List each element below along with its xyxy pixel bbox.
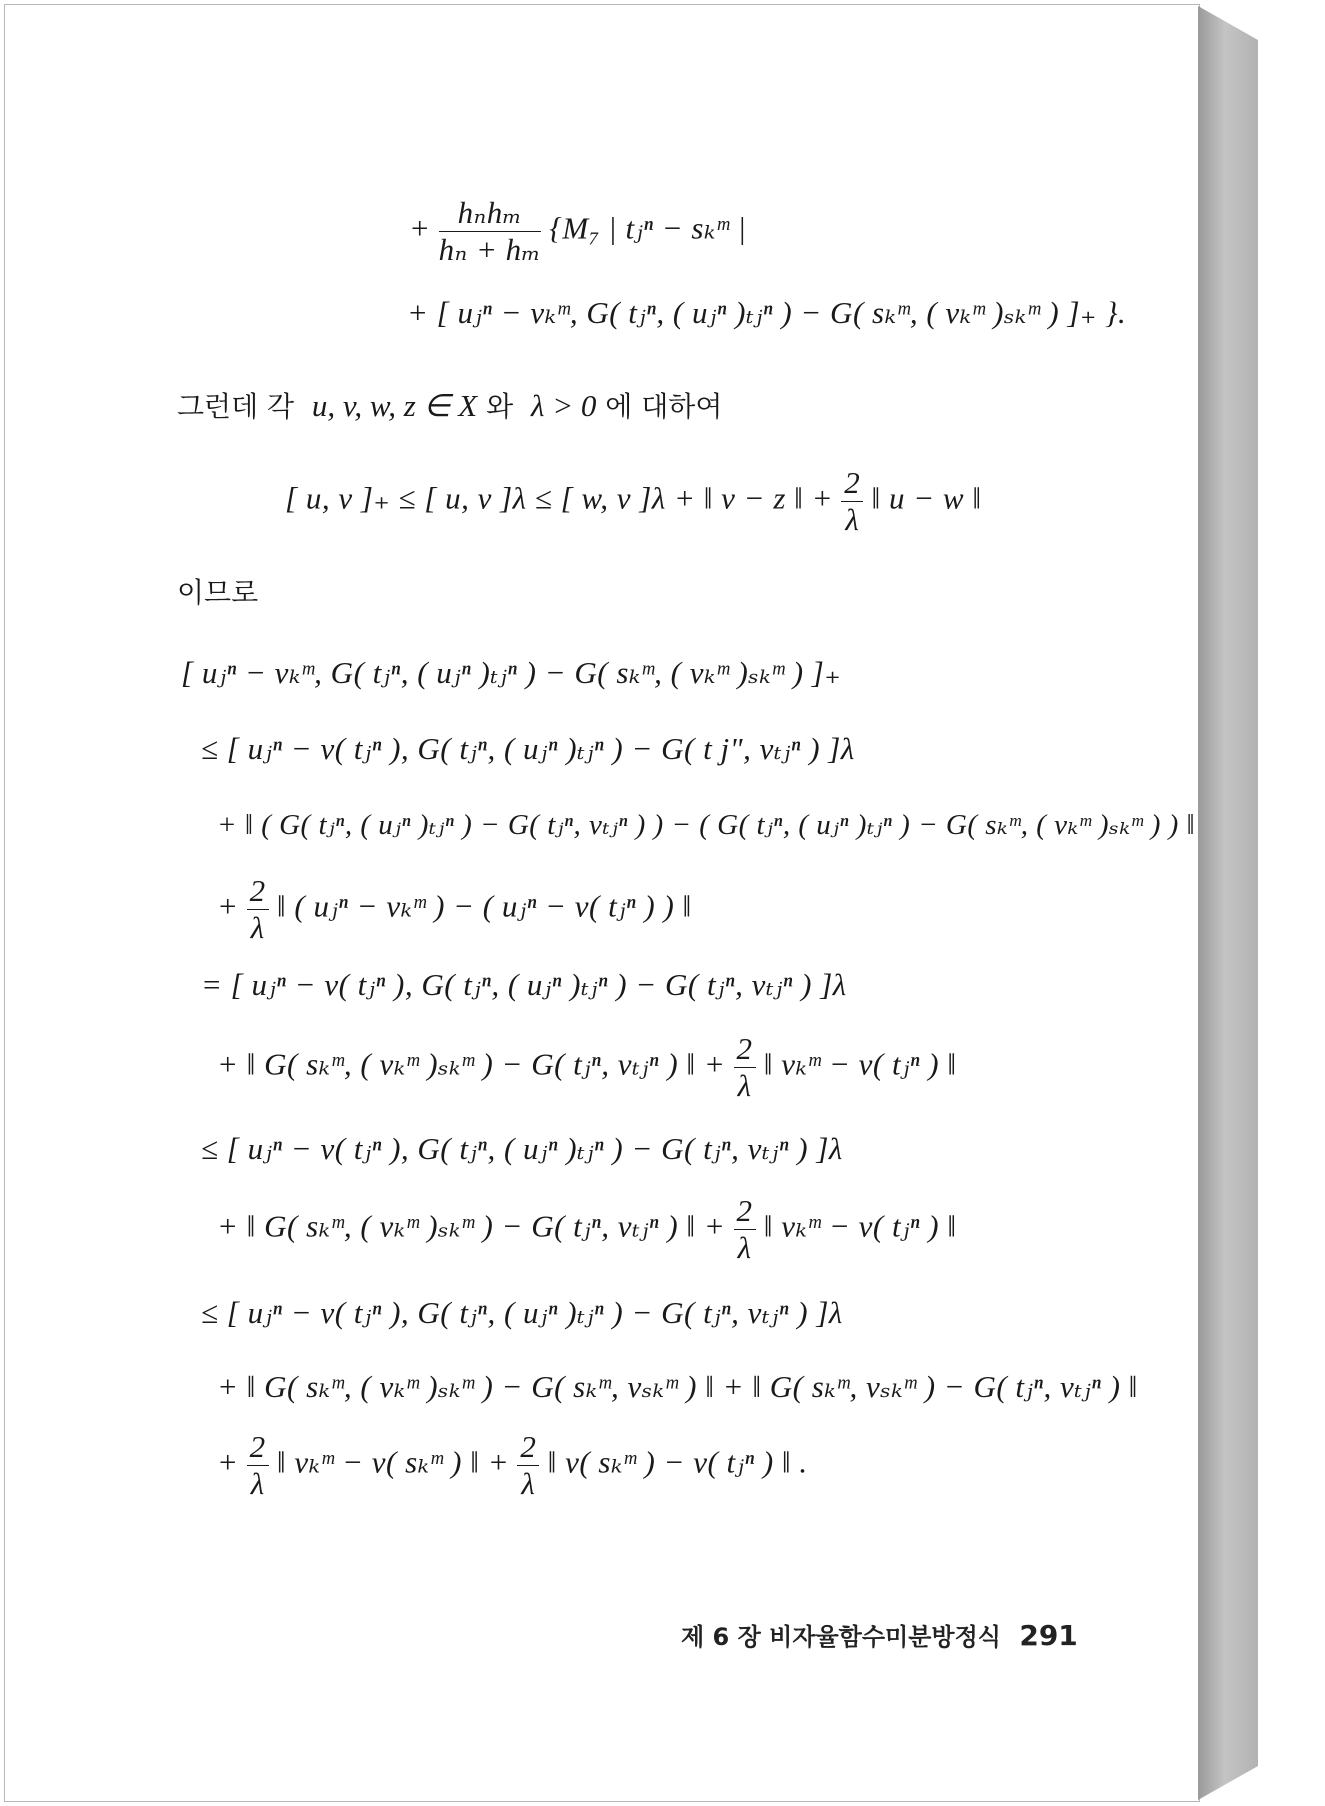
equation-term: ‖ vₖᵐ − v( sₖᵐ ) ‖ + <box>276 1444 510 1480</box>
fraction-denominator: λ <box>521 1465 536 1501</box>
chain-line-4 <box>217 873 692 945</box>
fraction-denominator: λ <box>737 1067 752 1103</box>
fraction-two-over-lambda <box>517 1429 539 1501</box>
fraction-denominator: λ <box>250 909 265 945</box>
korean-text: 와 <box>486 390 514 423</box>
fraction-numerator: 2 <box>247 873 269 910</box>
book-page <box>4 4 1200 1802</box>
fraction-numerator: 2 <box>247 1429 269 1466</box>
equation-term: ‖ v( sₖᵐ ) − v( tⱼⁿ ) ‖ . <box>547 1444 808 1480</box>
fraction-two-over-lambda <box>734 1193 756 1265</box>
fraction-numerator: 2 <box>841 465 863 502</box>
fraction-two-over-lambda <box>247 1429 269 1501</box>
korean-text: 에 대하여 <box>605 390 723 423</box>
variable-list: u, v, w, z ∈ X <box>311 388 478 423</box>
equation-term: ‖ vₖᵐ − v( tⱼⁿ ) ‖ <box>763 1046 957 1082</box>
chain-line-8 <box>217 1193 957 1265</box>
main-inequality <box>285 465 982 537</box>
fraction-hnhm <box>439 195 542 267</box>
equation-term: ‖ vₖᵐ − v( tⱼⁿ ) ‖ <box>763 1208 957 1244</box>
fraction-numerator: 2 <box>734 1193 756 1230</box>
fraction-numerator: 2 <box>734 1031 756 1068</box>
korean-text-line <box>177 385 722 425</box>
korean-text: 그런데 각 <box>177 390 295 423</box>
inequality-right: ‖ u − w ‖ <box>871 480 982 516</box>
plus-sign: + <box>409 210 431 246</box>
equation-term: ‖ ( uⱼⁿ − vₖᵐ ) − ( uⱼⁿ − v( tⱼⁿ ) ) ‖ <box>276 888 692 924</box>
korean-text-line: 이므로 <box>177 576 259 609</box>
chain-line-6 <box>217 1031 957 1103</box>
fraction-denominator: λ <box>737 1229 752 1265</box>
fraction-numerator: 2 <box>517 1429 539 1466</box>
chain-line-7: ≤ [ uⱼⁿ − v( tⱼⁿ ), G( tⱼⁿ, ( uⱼⁿ )ₜⱼⁿ ) − G( tⱼⁿ, vₜⱼⁿ ) ]λ <box>201 1131 843 1166</box>
lambda-condition: λ > 0 <box>531 388 597 423</box>
chapter-title: 제 6 장 비자율함수미분방정식 <box>681 1623 1001 1651</box>
chain-line-11 <box>217 1429 808 1501</box>
chain-line-3: + ‖ ( G( tⱼⁿ, ( uⱼⁿ )ₜⱼⁿ ) − G( tⱼⁿ, vₜⱼⁿ ) ) − ( G( tⱼⁿ, ( uⱼⁿ )ₜⱼⁿ ) − G( sₖᵐ, ( vₖᵐ )ₛₖᵐ ) ) ‖ <box>217 809 1196 841</box>
chain-line-9: ≤ [ uⱼⁿ − v( tⱼⁿ ), G( tⱼⁿ, ( uⱼⁿ )ₜⱼⁿ ) − G( tⱼⁿ, vₜⱼⁿ ) ]λ <box>201 1295 843 1330</box>
equation-line-2: + [ uⱼⁿ − vₖᵐ, G( tⱼⁿ, ( uⱼⁿ )ₜⱼⁿ ) − G( sₖᵐ, ( vₖᵐ )ₛₖᵐ ) ]₊ }. <box>407 295 1127 330</box>
fraction-denominator: hₙ + hₘ <box>438 231 542 267</box>
fraction-denominator: λ <box>250 1465 265 1501</box>
chain-line-5: = [ uⱼⁿ − v( tⱼⁿ ), G( tⱼⁿ, ( uⱼⁿ )ₜⱼⁿ ) − G( tⱼⁿ, vₜⱼⁿ ) ]λ <box>201 967 847 1002</box>
equation-line-1 <box>409 195 747 267</box>
chain-line-1: [ uⱼⁿ − vₖᵐ, G( tⱼⁿ, ( uⱼⁿ )ₜⱼⁿ ) − G( sₖᵐ, ( vₖᵐ )ₛₖᵐ ) ]₊ <box>181 655 842 690</box>
book-spine-edge <box>1198 6 1258 1800</box>
equation-term: + ‖ G( sₖᵐ, ( vₖᵐ )ₛₖᵐ ) − G( tⱼⁿ, vₜⱼⁿ ) ‖ + <box>217 1046 726 1082</box>
equation-term: + ‖ G( sₖᵐ, ( vₖᵐ )ₛₖᵐ ) − G( tⱼⁿ, vₜⱼⁿ ) ‖ + <box>217 1208 726 1244</box>
plus-sign: + <box>217 888 239 924</box>
fraction-denominator: λ <box>845 501 860 537</box>
plus-sign: + <box>217 1444 239 1480</box>
chain-line-10: + ‖ G( sₖᵐ, ( vₖᵐ )ₛₖᵐ ) − G( sₖᵐ, vₛₖᵐ ) ‖ + ‖ G( sₖᵐ, vₛₖᵐ ) − G( tⱼⁿ, vₜⱼⁿ ) ‖ <box>217 1369 1138 1404</box>
inequality-left: [ u, v ]₊ ≤ [ u, v ]λ ≤ [ w, v ]λ + ‖ v − z ‖ + <box>285 480 834 516</box>
fraction-two-over-lambda <box>734 1031 756 1103</box>
page-number: 291 <box>1019 1619 1078 1652</box>
page-footer <box>681 1617 1078 1652</box>
equation-term: {M₇ | tⱼⁿ − sₖᵐ | <box>549 210 747 246</box>
fraction-two-over-lambda <box>247 873 269 945</box>
fraction-two-over-lambda <box>841 465 863 537</box>
chain-line-2: ≤ [ uⱼⁿ − v( tⱼⁿ ), G( tⱼⁿ, ( uⱼⁿ )ₜⱼⁿ ) − G( t j", vₜⱼⁿ ) ]λ <box>201 731 855 766</box>
fraction-numerator: hₙhₘ <box>439 195 542 232</box>
